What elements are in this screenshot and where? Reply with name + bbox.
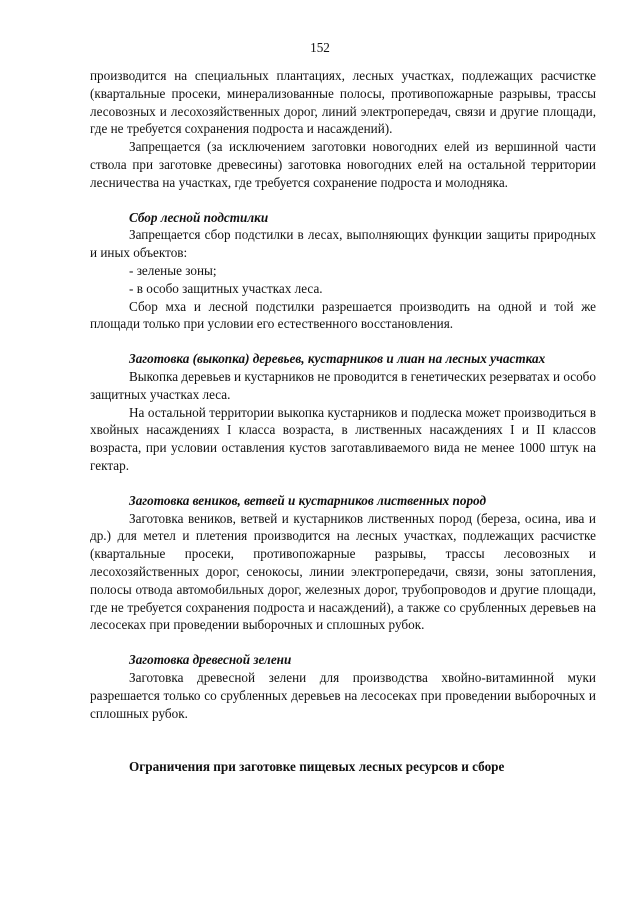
heading-brooms-branches: Заготовка веников, ветвей и кустарников лиственных пород [129,492,487,508]
page-number: 152 [310,40,330,55]
paragraph-brooms-rules: Заготовка веников, ветвей и кустарников лиственных пород (береза, осина, ива и др.) для метел и плетения производится на лесных участках, подлежащих расчистке (квартальные просеки, противопожарные разрывы, трассы лесовозных и лесохозяйственных дорог, сенокосы, линии электропередачи, связи, зоны затопления, полосы отвода автомобильных дорог, железных дорог, трубопроводов и другие площади, где не требуется сохранения подроста и насаждений), а также со срубленных деревьев на лесосеках при проведении выборочных и сплошных рубок. [90,510,596,633]
heading-digging-trees: Заготовка (выкопка) деревьев, кустарников и лиан на лесных участках [129,351,546,367]
heading-food-resources: Ограничения при заготовке пищевых лесных ресурсов и сборе [129,759,505,775]
paragraph-new-year-trees: Запрещается (за исключением заготовки новогодних елей из вершинной части ствола при заготовке древесины) заготовка новогодних елей на остальной территории лесничества на участках, где требуется сохранение подроста и молодняка. [90,139,596,190]
paragraph-digging-ban: Выкопка деревьев и кустарников не проводится в генетических резерватах и особо защитных участках леса. [90,368,596,402]
page-body [90,67,596,776]
heading-tree-greenery: Заготовка древесной зелени [129,652,292,668]
paragraph-litter-ban: Запрещается сбор подстилки в лесах, выполняющих функции защиты природных и иных объектов: [90,227,596,261]
list-item-green-zones: - зеленые зоны; [129,262,217,278]
paragraph-moss-collection: Сбор мха и лесной подстилки разрешается производить на одной и той же площади только при условии его естественного восстановления. [90,298,596,332]
paragraph-digging-rules: На остальной территории выкопка кустарников и подлеска может производиться в хвойных насаждениях I класса возраста, в лиственных насаждениях I и II классов возраста, при условии оставления кустов заготавливаемого вида не менее 1000 штук на гектар. [90,404,596,473]
list-item-protected-areas: - в особо защитных участках леса. [129,280,323,296]
paragraph-plantations: производится на специальных плантациях, лесных участках, подлежащих расчистке (квартальные просеки, минерализованные полосы, противопожарные разрывы, трассы лесовозных и лесохозяйственных дорог, линий электропередач, связи и другие площади, где не требуется сохранения подроста и насаждений). [90,68,596,137]
paragraph-greenery-rules: Заготовка древесной зелени для производства хвойно-витаминной муки разрешается только со срубленных деревьев на лесосеках при проведении выборочных и сплошных рубок. [90,669,596,721]
heading-forest-litter: Сбор лесной подстилки [129,209,269,225]
